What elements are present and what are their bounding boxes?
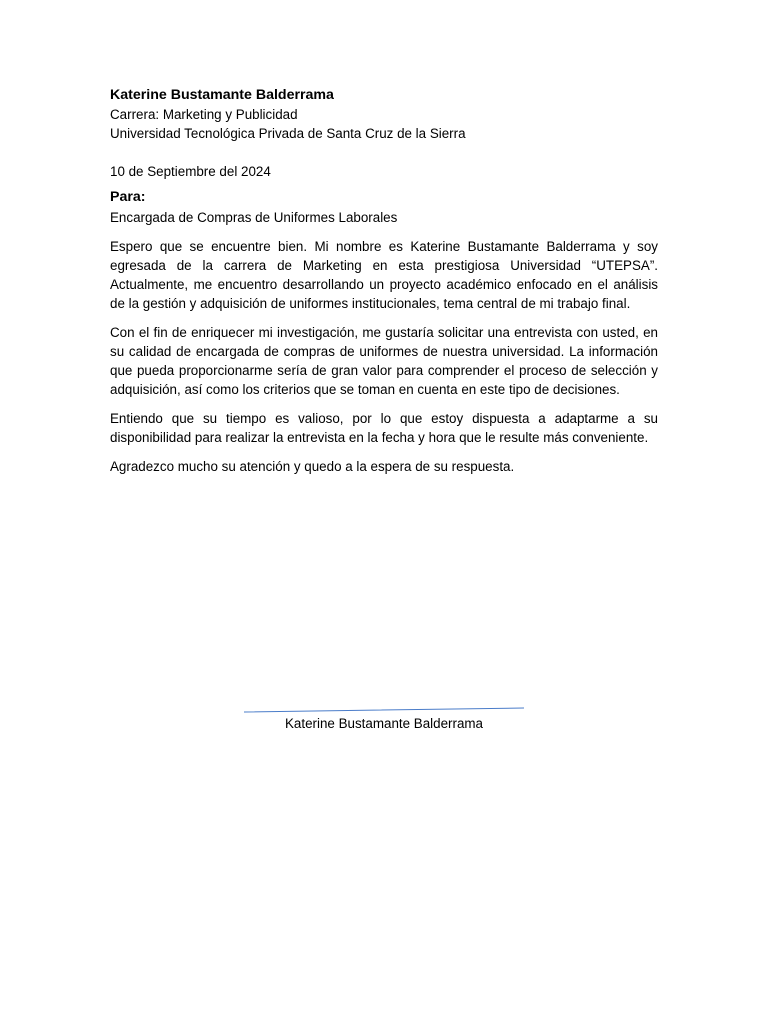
body-paragraph-1: Espero que se encuentre bien. Mi nombre es Katerine Bustamante Balderrama y soy egresada de la carrera de Marketing en esta prestigiosa Universidad “UTEPSA”. Actualmente, me encuentro desarrollando un proyecto académico enfocado en el análisis de la gestión y adquisición de uniformes institucionales, tema central de mi trabajo final. bbox=[110, 239, 658, 311]
letter-date: 10 de Septiembre del 2024 bbox=[110, 164, 271, 179]
recipient-title: Encargada de Compras de Uniformes Laborales bbox=[110, 210, 398, 225]
letter-content bbox=[110, 86, 658, 476]
sender-name: Katerine Bustamante Balderrama bbox=[110, 87, 334, 103]
signature-name: Katerine Bustamante Balderrama bbox=[285, 716, 483, 731]
signature-line bbox=[244, 704, 524, 714]
sender-university: Universidad Tecnológica Privada de Santa Cruz de la Sierra bbox=[110, 126, 466, 141]
recipient-label: Para: bbox=[110, 189, 146, 205]
body-paragraph-2: Con el fin de enriquecer mi investigación, me gustaría solicitar una entrevista con usted, en su calidad de encargada de compras de uniformes de nuestra universidad. La información que pueda proporcionarme sería de gran valor para comprender el proceso de selección y adquisición, así como los criterios que se toman en cuenta en este tipo de decisiones. bbox=[110, 325, 658, 397]
body-paragraph-4: Agradezco mucho su atención y quedo a la espera de su respuesta. bbox=[110, 459, 515, 474]
signature-block bbox=[0, 700, 768, 740]
sender-career: Carrera: Marketing y Publicidad bbox=[110, 107, 298, 122]
body-paragraph-3: Entiendo que su tiempo es valioso, por lo que estoy dispuesta a adaptarme a su disponibilidad para realizar la entrevista en la fecha y hora que le resulte más conveniente. bbox=[110, 411, 658, 445]
